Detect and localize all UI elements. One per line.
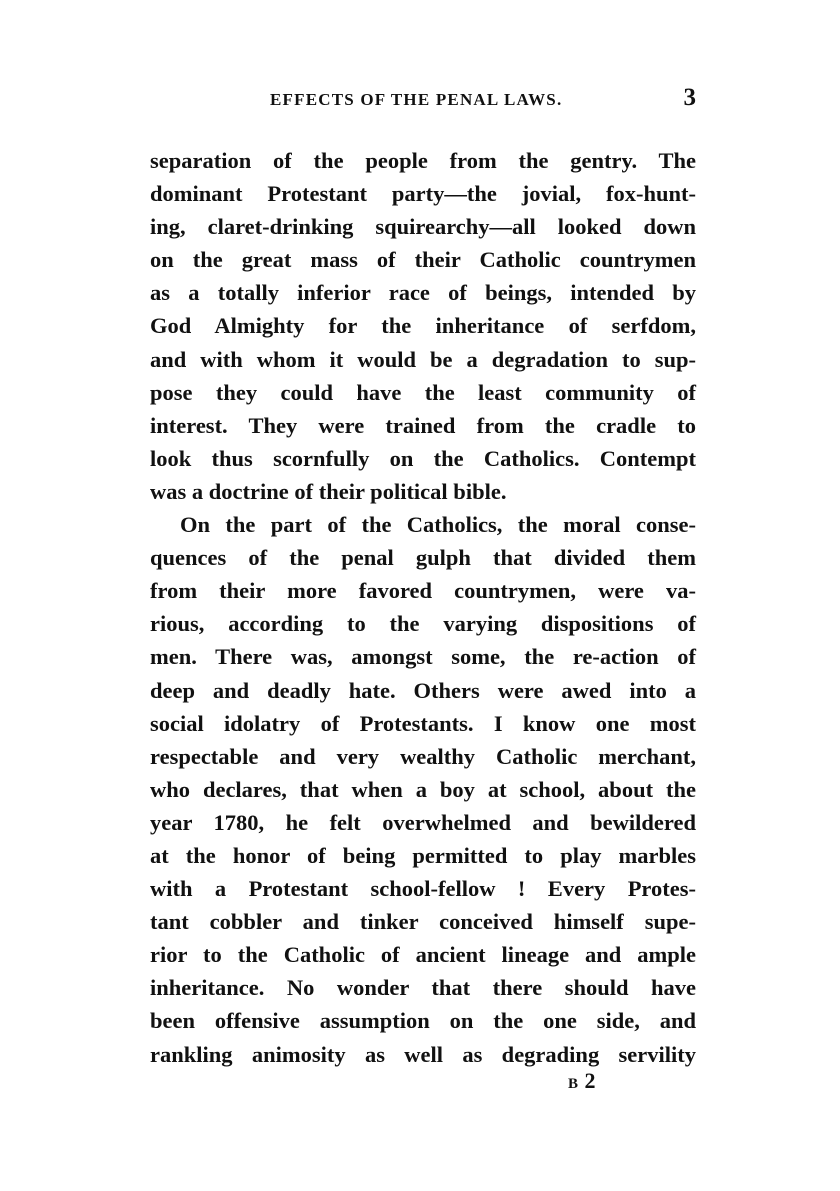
text-line: dominant Protestant party—the jovial, fox-hunt- bbox=[150, 181, 696, 207]
page-number: 3 bbox=[683, 84, 696, 111]
text-line: ing, claret-drinking squirearchy—all looked down bbox=[150, 214, 696, 240]
signature-letter: B bbox=[568, 1076, 580, 1092]
text-line: who declares, that when a boy at school, about the bbox=[150, 776, 696, 802]
body-text bbox=[150, 144, 696, 1071]
text-line: social idolatry of Protestants. I know one most bbox=[150, 710, 696, 736]
text-line: inheritance. No wonder that there should have bbox=[150, 975, 696, 1001]
text-line: year 1780, he felt overwhelmed and bewildered bbox=[150, 809, 696, 835]
text-line: been offensive assumption on the one side, and bbox=[150, 1008, 696, 1034]
text-line: as a totally inferior race of beings, intended by bbox=[150, 280, 696, 306]
text-line: men. There was, amongst some, the re-action of bbox=[150, 644, 696, 670]
text-line: pose they could have the least community of bbox=[150, 379, 696, 405]
signature-number: 2 bbox=[584, 1068, 596, 1093]
running-title: EFFECTS OF THE PENAL LAWS. bbox=[270, 90, 563, 109]
text-line: was a doctrine of their political bible. bbox=[150, 478, 507, 504]
signature-mark bbox=[568, 1068, 596, 1094]
text-line: at the honor of being permitted to play marbles bbox=[150, 842, 696, 868]
text-line: deep and deadly hate. Others were awed into a bbox=[150, 677, 696, 703]
text-line: look thus scornfully on the Catholics. Contempt bbox=[150, 445, 696, 471]
text-line: rior to the Catholic of ancient lineage and ample bbox=[150, 942, 696, 968]
text-line: with a Protestant school-fellow ! Every Protes- bbox=[150, 876, 696, 902]
running-head bbox=[150, 84, 696, 118]
text-line: rankling animosity as well as degrading servility bbox=[150, 1041, 696, 1067]
text-line: interest. They were trained from the cradle to bbox=[150, 412, 696, 438]
text-line: tant cobbler and tinker conceived himself supe- bbox=[150, 909, 696, 935]
paragraph-first-line: On the part of the Catholics, the moral conse- bbox=[180, 512, 696, 538]
text-line: and with whom it would be a degradation to sup- bbox=[150, 346, 696, 372]
text-line: from their more favored countrymen, were va- bbox=[150, 578, 696, 604]
text-line: respectable and very wealthy Catholic merchant, bbox=[150, 743, 696, 769]
text-line: God Almighty for the inheritance of serfdom, bbox=[150, 313, 696, 339]
text-line: on the great mass of their Catholic countrymen bbox=[150, 247, 696, 273]
text-line: quences of the penal gulph that divided them bbox=[150, 545, 696, 571]
text-line: separation of the people from the gentry. The bbox=[150, 148, 696, 173]
text-line: rious, according to the varying dispositions of bbox=[150, 611, 696, 637]
